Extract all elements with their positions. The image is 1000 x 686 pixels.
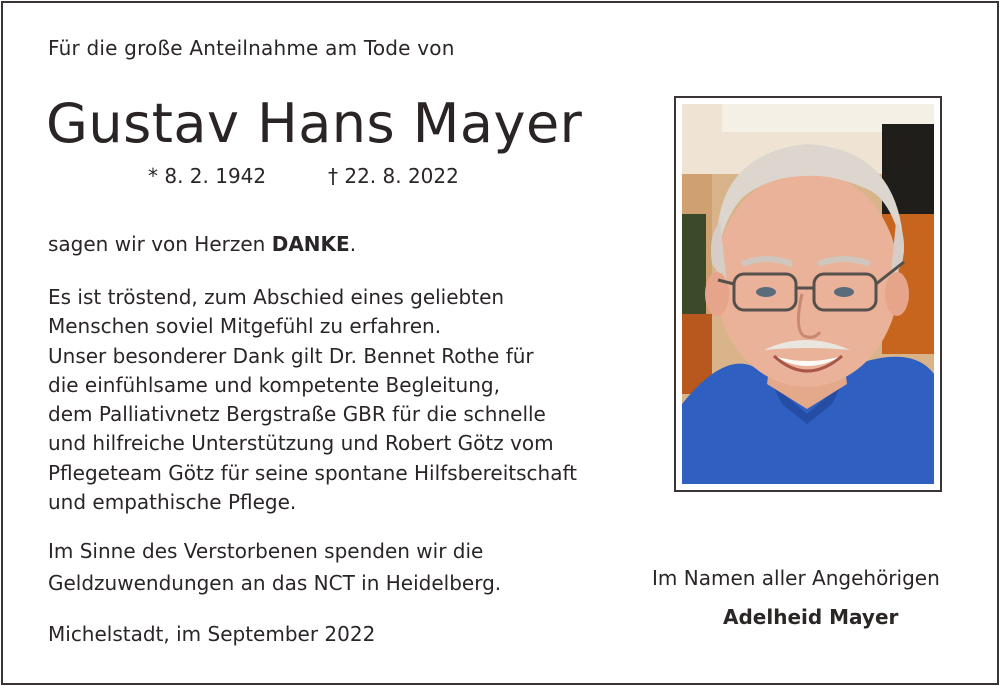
signature-name: Adelheid Mayer [723, 605, 899, 629]
deceased-name: Gustav Hans Mayer [46, 92, 583, 155]
donation-line: Im Sinne des Verstorbenen spenden wir die [48, 539, 484, 563]
thanks-bold: DANKE [271, 232, 350, 256]
donation-paragraph [48, 535, 501, 599]
place-date: Michelstadt, im September 2022 [48, 622, 376, 646]
donation-line: Geldzuwendungen an das NCT in Heidelberg. [48, 571, 502, 595]
thanks-line [48, 232, 356, 256]
intro-text: Für die große Anteilnahme am Tode von [48, 36, 455, 60]
paragraph-line: Unser besonderer Dank gilt Dr. Bennet Rothe für [48, 343, 534, 368]
paragraph-line: Pflegeteam Götz für seine spontane Hilfsbereitschaft [48, 460, 577, 485]
paragraph-line: Es ist tröstend, zum Abschied eines geliebten [48, 285, 505, 309]
gratitude-paragraph [48, 283, 577, 517]
paragraph-line: und empathische Pflege. [48, 490, 297, 515]
paragraph-line: Menschen soviel Mitgefühl zu erfahren. [48, 314, 442, 339]
signature-intro: Im Namen aller Angehörigen [652, 566, 940, 590]
portrait-photo [682, 104, 934, 484]
portrait-frame [674, 96, 942, 492]
death-date: † 22. 8. 2022 [328, 164, 459, 188]
birth-date: * 8. 2. 1942 [148, 164, 267, 188]
thanks-prefix: sagen wir von Herzen [48, 232, 272, 256]
thanks-suffix: . [349, 232, 357, 256]
paragraph-line: die einfühlsame und kompetente Begleitung, [48, 372, 500, 397]
paragraph-line: dem Palliativnetz Bergstraße GBR für die schnelle [48, 402, 546, 427]
paragraph-line: und hilfreiche Unterstützung und Robert Götz vom [48, 431, 554, 456]
